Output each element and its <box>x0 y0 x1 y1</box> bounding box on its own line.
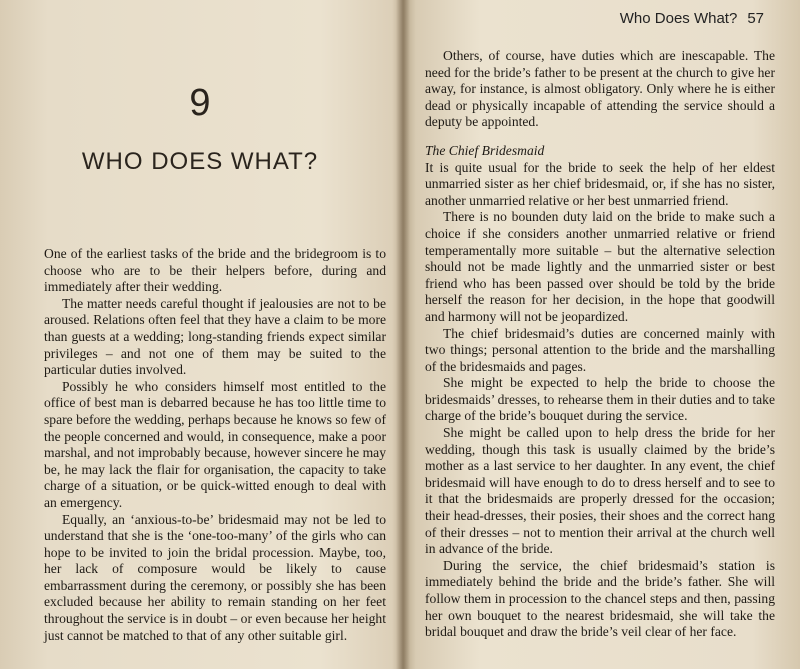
running-head-title: Who Does What? <box>619 10 738 27</box>
paragraph: The chief bridesmaid’s duties are concerned mainly with two things; personal attention to the bride and the marshalling of the bridesmaids and pages. <box>425 325 775 374</box>
paragraph: Others, of course, have duties which are inescapable. The need for the bride’s father to be present at the church to give her away, for instance, is almost obligatory. Only where he is either dead or physically incapable of attending the service should a deputy be appointed. <box>425 48 775 130</box>
paragraph: One of the earliest tasks of the bride and the bridegroom is to choose who are to be their helpers before, during and immediately after their wedding. <box>44 246 386 295</box>
paragraph: She might be called upon to help dress the bride for her wedding, though this task is usually claimed by the bride’s mother as a last service to her daughter. In any event, the chief bridesmaid will have enough to do to dress herself and to see to it that the bridesmaids are properly dressed for the occasion; their head-dresses, their posies, their shoes and the correct hang of their dresses – not to mention their arrival at the church well in advance of the bride. <box>425 425 775 557</box>
chapter-title: WHO DOES WHAT? <box>81 148 319 175</box>
paragraph: During the service, the chief bridesmaid’s station is immediately behind the bride and the bride’s father. She will follow them in procession to the chancel steps and then, passing her own bouquet to the nearest bridesmaid, she will take the bridal bouquet and draw the bride’s veil clear of her face. <box>425 557 775 640</box>
paragraph: It is quite usual for the bride to seek the help of her eldest unmarried sister as her chief bridesmaid, or, if she has no sister, another unmarried relative or her best unmarried friend. <box>425 159 775 208</box>
paragraph: The matter needs careful thought if jealousies are not to be aroused. Relations often feel that they have a claim to be more than guests at a wedding; long-standing friends expect similar privileges – and not one of them may be suited to the particular duties involved. <box>44 295 386 378</box>
paragraph: There is no bounden duty laid on the bride to make such a choice if she considers another unmarried relative or friend temperamentally more suitable – but the alternative selection should not be made lightly and the unmarried sister or best friend who has been passed over should be told by the bride herself the reason for her decision, in the hope that goodwill and harmony will not be jeopardized. <box>425 209 775 324</box>
page-number: 57 <box>747 10 764 27</box>
running-head <box>620 10 764 27</box>
section-subheading: The Chief Bridesmaid <box>425 142 545 158</box>
chapter-number: 9 <box>189 82 211 124</box>
right-body-text <box>425 48 775 641</box>
paragraph: She might be expected to help the bride to choose the bridesmaids’ dresses, to rehearse them in their duties and to take charge of the bride’s bouquet during the service. <box>425 375 775 424</box>
paragraph: Equally, an ‘anxious-to-be’ bridesmaid may not be led to understand that she is the ‘one-too-many’ of the girls who can hope to be invited to join the bridal procession. Maybe, too, her lack of composure would be likely to cause embarrassment during the ceremony, or possibly she has been excluded because her ability to remain standing on her feet throughout the service is in doubt – or even because her height just cannot be matched to that of any other suitable girl. <box>44 511 386 643</box>
paragraph: Possibly he who considers himself most entitled to the office of best man is debarred because he has too little time to spare before the wedding, perhaps because he knows so few of the people concerned and would, in consequence, make a poor marshal, and not improbably because, however sincere he may be, he may lack the flair for organisation, the capacity to take charge of a situation, or be quick-witted enough to deal with an emergency. <box>44 378 386 510</box>
right-page <box>405 0 800 669</box>
left-body-text <box>44 246 386 644</box>
